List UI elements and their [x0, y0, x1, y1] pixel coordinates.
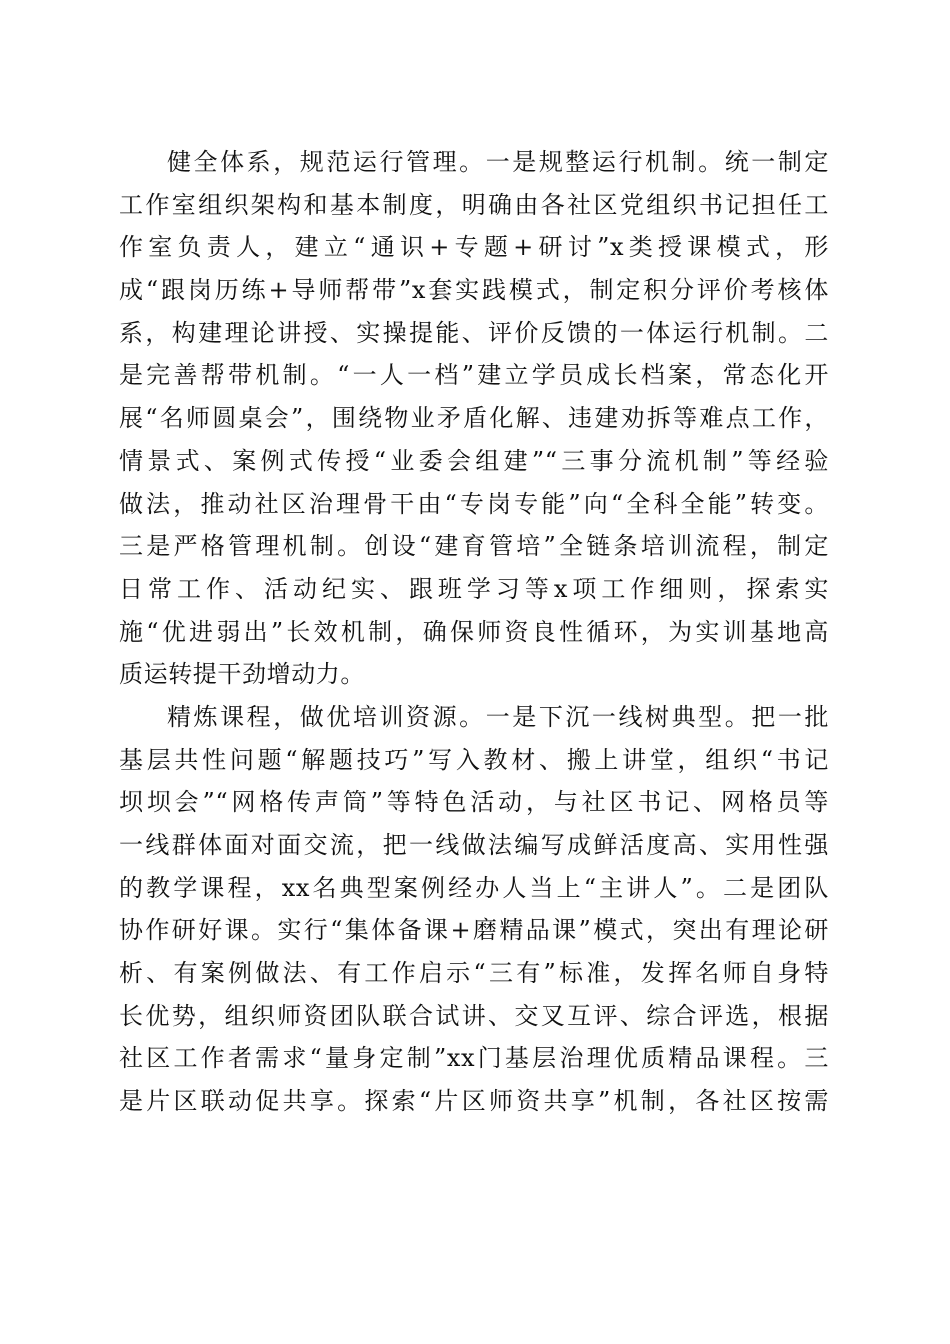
- text-line: 施“优进弱出”长效机制，确保师资良性循环，为实训基地高: [119, 617, 829, 646]
- text-line: 三是严格管理机制。创设“建育管培”全链条培训流程，制定: [119, 532, 829, 561]
- text-line: 长优势，组织师资团队联合试讲、交叉互评、综合评选，根据: [119, 1001, 829, 1030]
- paragraph-course-resources: [119, 696, 829, 1123]
- text-line: 展“名师圆桌会”，围绕物业矛盾化解、违建劝拆等难点工作，: [119, 404, 829, 433]
- text-line: 系，构建理论讲授、实操提能、评价反馈的一体运行机制。二: [119, 318, 829, 347]
- text-line: 的教学课程，xx名典型案例经办人当上“主讲人”。二是团队: [119, 873, 829, 902]
- text-line: 社区工作者需求“量身定制”xx门基层治理优质精品课程。三: [119, 1044, 829, 1073]
- text-line: 做法，推动社区治理骨干由“专岗专能”向“全科全能”转变。: [119, 489, 829, 518]
- text-line: 是完善帮带机制。“一人一档”建立学员成长档案，常态化开: [119, 361, 829, 390]
- document-body: [119, 141, 829, 1123]
- text-line: 基层共性问题“解题技巧”写入教材、搬上讲堂，组织“书记: [119, 745, 829, 774]
- paragraph-system-management: [119, 141, 829, 696]
- text-line: 作室负责人，建立“通识+专题+研讨”x类授课模式，形: [119, 233, 829, 262]
- text-line: 协作研好课。实行“集体备课+磨精品课”模式，突出有理论研: [119, 916, 829, 945]
- text-line: 一线群体面对面交流，把一线做法编写成鲜活度高、实用性强: [119, 831, 829, 859]
- text-line: 日常工作、活动纪实、跟班学习等x项工作细则，探索实: [119, 574, 829, 603]
- text-line: 精炼课程，做优培训资源。一是下沉一线树典型。把一批: [167, 702, 829, 731]
- text-line: 坝坝会”“网格传声筒”等特色活动，与社区书记、网格员等: [119, 788, 829, 817]
- text-line: 是片区联动促共享。探索“片区师资共享”机制，各社区按需: [119, 1087, 829, 1116]
- text-line: 健全体系，规范运行管理。一是规整运行机制。统一制定: [167, 148, 829, 176]
- text-line: 析、有案例做法、有工作启示“三有”标准，发挥名师自身特: [119, 959, 829, 988]
- text-line: 工作室组织架构和基本制度，明确由各社区党组织书记担任工: [119, 190, 829, 219]
- text-line: 质运转提干劲增动力。: [119, 660, 365, 689]
- text-line: 成“跟岗历练+导师帮带”x套实践模式，制定积分评价考核体: [119, 276, 829, 305]
- text-line: 情景式、案例式传授“业委会组建”“三事分流机制”等经验: [119, 446, 829, 475]
